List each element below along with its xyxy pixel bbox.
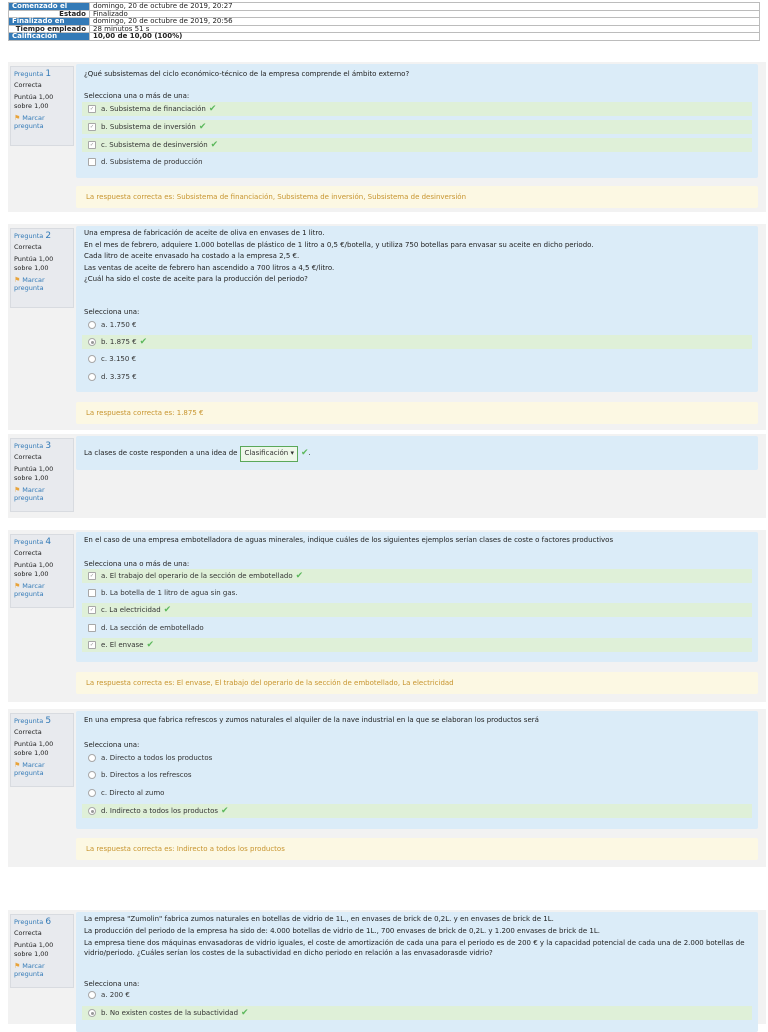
- radio[interactable]: [88, 789, 96, 797]
- flag-question-link[interactable]: ⚑ Marcar pregunta: [14, 761, 45, 777]
- correct-answer-feedback: La respuesta correcta es: El envase, El trabajo del operario de la sección de embotellado, La electricidad: [76, 672, 758, 694]
- summary-label: Estado: [9, 10, 90, 18]
- question-state: Correcta: [14, 549, 42, 557]
- flag-icon: ⚑: [14, 276, 21, 284]
- answer-option[interactable]: b. 1.875 € ✔: [82, 335, 752, 349]
- question-state: Correcta: [14, 243, 42, 251]
- flag-question-link[interactable]: ⚑ Marcar pregunta: [14, 582, 45, 598]
- flag-question-link[interactable]: ⚑ Marcar pregunta: [14, 962, 45, 978]
- chevron-down-icon: ▾: [290, 449, 294, 457]
- flag-icon: ⚑: [14, 761, 21, 769]
- attempt-summary-table: [8, 2, 760, 41]
- question-info: [10, 914, 74, 988]
- question-text: La empresa "Zumolin" fabrica zumos naturales en botellas de vidrio de 1L., en envases de brick de 0,2L. y en envases de brick de 1L. La producción del periodo de la empresa ha sido de: 4.000 botellas de vidrio de 1L., 700 envases de brick de 0,2L. y 1.200 envases de brick de 1L. La empresa tiene dos máquinas envasadoras de vidrio iguales, el coste de amortización de cada una para el periodo es de 200 € y la capacidad potencial de cada una de 2.000 botellas de vidrio/periodo. ¿Cuáles serían los costes de la subactividad en dicho periodo en relación a las envasadorasde vidrio?: [84, 915, 745, 957]
- question-grade: Puntúa 1,00 sobre 1,00: [14, 740, 54, 757]
- check-icon: ✔: [139, 337, 148, 347]
- summary-value: domingo, 20 de octubre de 2019, 20:27: [90, 3, 760, 11]
- answer-option[interactable]: a. Directo a todos los productos: [82, 751, 752, 765]
- answer-option[interactable]: ✓ b. Subsistema de inversión ✔: [82, 120, 752, 134]
- correct-answer-feedback: La respuesta correcta es: 1.875 €: [76, 402, 758, 424]
- question-5: [8, 709, 766, 867]
- question-3: [8, 434, 766, 518]
- question-grade: Puntúa 1,00 sobre 1,00: [14, 561, 54, 578]
- answer-option[interactable]: b. La botella de 1 litro de agua sin gas.: [82, 586, 752, 600]
- answer-option[interactable]: b. Directos a los refrescos: [82, 768, 752, 782]
- summary-row-started: [9, 3, 760, 11]
- radio[interactable]: [88, 321, 96, 329]
- radio[interactable]: [88, 1009, 96, 1017]
- question-6: [8, 910, 766, 1024]
- answer-option[interactable]: c. 3.150 €: [82, 352, 752, 366]
- question-text: En una empresa que fabrica refrescos y zumos naturales el alquiler de la nave industrial en la que se elaboran los productos será: [84, 716, 539, 724]
- answer-option[interactable]: ✓ c. Subsistema de desinversión ✔: [82, 138, 752, 152]
- question-state: Correcta: [14, 81, 42, 89]
- radio[interactable]: [88, 754, 96, 762]
- question-info: [10, 534, 74, 608]
- answer-prompt: Selecciona una:: [84, 741, 140, 749]
- checkbox[interactable]: ✓: [89, 106, 95, 112]
- answer-prompt: Selecciona una o más de una:: [84, 560, 190, 568]
- answer-dropdown[interactable]: Clasificación ▾: [240, 446, 298, 462]
- correct-answer-feedback: La respuesta correcta es: Subsistema de financiación, Subsistema de inversión, Subsistema de desinversión: [76, 186, 758, 208]
- question-grade: Puntúa 1,00 sobre 1,00: [14, 941, 54, 958]
- question-number: Pregunta 4: [14, 537, 52, 547]
- flag-question-link[interactable]: ⚑ Marcar pregunta: [14, 486, 45, 502]
- question-grade: Puntúa 1,00 sobre 1,00: [14, 465, 54, 482]
- answer-prompt: Selecciona una:: [84, 308, 140, 316]
- radio[interactable]: [88, 355, 96, 363]
- checkbox[interactable]: [88, 624, 96, 632]
- answer-prompt: Selecciona una:: [84, 980, 140, 988]
- summary-label: Comenzado el: [9, 3, 90, 11]
- check-icon: ✔: [208, 104, 217, 114]
- question-state: Correcta: [14, 453, 42, 461]
- question-formulation: [76, 64, 758, 178]
- summary-value: domingo, 20 de octubre de 2019, 20:56: [90, 18, 760, 26]
- check-icon: ✔: [198, 122, 207, 132]
- question-number: Pregunta 1: [14, 69, 52, 79]
- question-info: [10, 228, 74, 308]
- checkbox[interactable]: ✓: [89, 142, 95, 148]
- flag-icon: ⚑: [14, 114, 21, 122]
- question-info: [10, 713, 74, 787]
- question-state: Correcta: [14, 929, 42, 937]
- question-formulation: [76, 226, 758, 392]
- answer-option[interactable]: a. 1.750 €: [82, 318, 752, 332]
- question-text: ¿Qué subsistemas del ciclo económico-técnico de la empresa comprende el ámbito externo?: [84, 70, 410, 78]
- flag-icon: ⚑: [14, 582, 21, 590]
- question-formulation: [76, 912, 758, 1032]
- summary-row-grade: [9, 33, 760, 41]
- checkbox[interactable]: [88, 589, 96, 597]
- answer-option[interactable]: ✓ a. El trabajo del operario de la sección de embotellado ✔: [82, 569, 752, 583]
- check-icon: ✔: [221, 806, 229, 816]
- flag-icon: ⚑: [14, 486, 21, 494]
- flag-question-link[interactable]: ⚑ Marcar pregunta: [14, 276, 45, 292]
- checkbox[interactable]: ✓: [89, 573, 95, 579]
- question-number: Pregunta 3: [14, 441, 52, 451]
- summary-value: Finalizado: [90, 10, 760, 18]
- answer-option[interactable]: d. Indirecto a todos los productos ✔: [82, 804, 752, 818]
- check-icon: ✔: [163, 605, 172, 615]
- radio[interactable]: [88, 373, 96, 381]
- question-text: Una empresa de fabricación de aceite de oliva en envases de 1 litro. En el mes de febrero, adquiere 1.000 botellas de plástico de 1 litro a 0,5 €/botella, y utiliza 750 botellas para envasar su aceite en dicho periodo. Cada litro de aceite envasado ha costado a la empresa 2,5 €. Las ventas de aceite de febrero han ascendido a 700 litros a 4,5 €/litro. ¿Cuál ha sido el coste de aceite para la producción del periodo?: [84, 229, 594, 283]
- radio[interactable]: [88, 807, 96, 815]
- question-text: La clases de coste responden a una idea de Clasificación ▾ ✔.: [84, 446, 752, 462]
- question-grade: Puntúa 1,00 sobre 1,00: [14, 93, 54, 110]
- answer-option[interactable]: b. No existen costes de la subactividad ✔: [82, 1006, 752, 1020]
- question-info: [10, 66, 74, 146]
- question-number: Pregunta 2: [14, 231, 52, 241]
- answer-option[interactable]: d. Subsistema de producción: [82, 155, 752, 169]
- summary-value: 28 minutos 51 s: [90, 25, 760, 33]
- correct-answer-feedback: La respuesta correcta es: Indirecto a todos los productos: [76, 838, 758, 860]
- summary-label: Finalizado en: [9, 18, 90, 26]
- radio[interactable]: [88, 991, 96, 999]
- question-text: En el caso de una empresa embotelladora de aguas minerales, indique cuáles de los siguientes ejemplos serían clases de coste o factores productivos: [84, 536, 614, 544]
- checkbox[interactable]: ✓: [89, 607, 95, 613]
- checkbox[interactable]: ✓: [89, 124, 95, 130]
- answer-option[interactable]: ✓ c. La electricidad ✔: [82, 603, 752, 617]
- answer-option[interactable]: ✓ e. El envase ✔: [82, 638, 752, 652]
- question-formulation: [76, 711, 758, 829]
- check-icon: ✔: [210, 140, 219, 150]
- question-4: [8, 530, 766, 702]
- answer-option[interactable]: ✓ a. Subsistema de financiación ✔: [82, 102, 752, 116]
- check-icon: ✔: [146, 640, 155, 650]
- answer-option[interactable]: a. 200 €: [82, 988, 752, 1002]
- flag-question-link[interactable]: ⚑ Marcar pregunta: [14, 114, 45, 130]
- answer-option[interactable]: d. 3.375 €: [82, 370, 752, 384]
- checkbox[interactable]: ✓: [89, 642, 95, 648]
- question-grade: Puntúa 1,00 sobre 1,00: [14, 255, 54, 272]
- summary-label: Calificación: [9, 33, 90, 41]
- question-number: Pregunta 5: [14, 716, 52, 726]
- question-formulation: [76, 436, 758, 470]
- summary-value: 10,00 de 10,00 (100%): [90, 33, 760, 41]
- answer-option[interactable]: d. La sección de embotellado: [82, 621, 752, 635]
- summary-row-finished: [9, 18, 760, 26]
- summary-label: Tiempo empleado: [9, 25, 90, 33]
- question-formulation: [76, 532, 758, 662]
- question-state: Correcta: [14, 728, 42, 736]
- answer-option[interactable]: c. Directo al zumo: [82, 786, 752, 800]
- question-info: [10, 438, 74, 512]
- question-number: Pregunta 6: [14, 917, 52, 927]
- check-icon: ✔: [241, 1008, 249, 1018]
- checkbox[interactable]: [88, 158, 96, 166]
- flag-icon: ⚑: [14, 962, 21, 970]
- check-icon: ✔: [295, 571, 304, 581]
- answer-prompt: Selecciona una o más de una:: [84, 92, 190, 100]
- check-icon: ✔: [301, 448, 309, 458]
- question-2: [8, 224, 766, 430]
- radio[interactable]: [88, 771, 96, 779]
- question-1: [8, 62, 766, 212]
- radio[interactable]: [88, 338, 96, 346]
